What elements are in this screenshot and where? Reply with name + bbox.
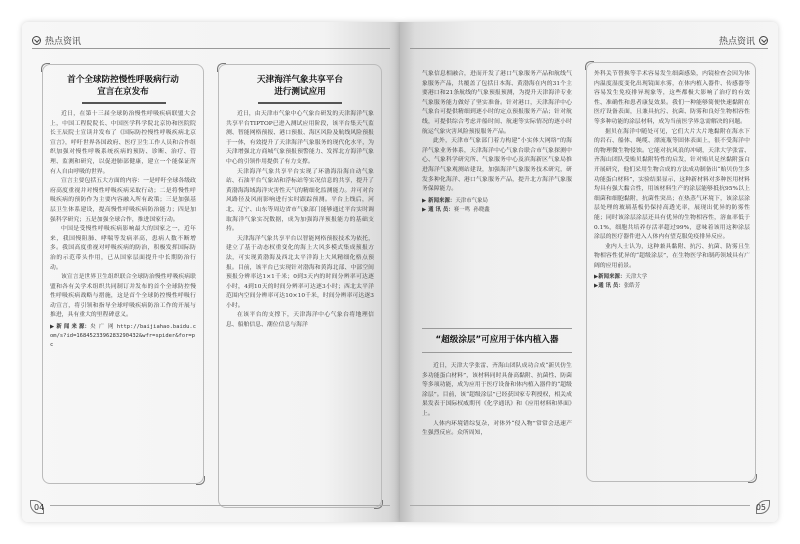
left-page: [22, 22, 400, 522]
paragraph: 人体内环境错综复杂，对体外“侵入物”常常会迅速产生强烈反应。众所周知，: [422, 420, 572, 437]
paragraph: 宣言主要包括五大方面的内容：一是呼吁全球各级政府高度重视并对慢性呼吸疾病采取行动；二是将慢性呼吸疾病的预防作为主要内容融入所有政策；三是加强基层卫生体系建设，提高慢性呼吸疾病防治能力；四是加强科学研究；五是加强全球合作，推进国家行动。: [50, 178, 196, 223]
paragraph: 在该平台的支撑下，天津海洋中心气象台将地理信息、船舶信息、潮位信息与海洋: [226, 312, 374, 329]
paragraph: 业内人士认为，这种兼具黏附、抗污、抗菌、防雾且生物相容性优异的“超级涂层”，在生物医学和制药领域具有广阔的应用前景。: [594, 243, 750, 269]
paragraph: 中国是受慢性呼吸疾病影响最大的国家之一，近年来，我国慢阻肺、哮喘等发病率高，患病人数不断增多。我国高度重视对呼吸疾病的防治，积极发挥国际防治的示范带头作用，已从国家层面提升中长期防治行动。: [50, 226, 196, 271]
section-title: 热点资讯: [718, 37, 755, 47]
title-underline: [82, 102, 166, 104]
paragraph: 外科关节替换等手术容易发生细菌感染，内镜检查会因为体内温度湿度变化出现镜面水雾，在体内植入器件、传感器等容易发生免疫排异现象等，这些都极大影响了治疗的有效性、准确性和患者康复效果。我们一种能够简便快速黏附在医疗设备表面，且兼具抗污、抗菌、防雾和良好生物相容性等多种功能的涂层材料，成为当前医学界急需解决的问题。: [594, 71, 750, 125]
article-body: [50, 110, 196, 350]
article-body: [422, 362, 572, 439]
chevron-circle-icon: [759, 36, 768, 45]
article-body-continued: [594, 70, 750, 291]
article-body-continued: [422, 70, 572, 215]
paragraph: 近日，天津大学张雷、齐海山团队成功合成“新贝仿生多功能蛋白材料”，该材料同时具备高黏附、抗菌性、防菌等多项功能，成为应用于医疗设备和体内植入器件的“超级涂层”。目前，该“超级涂层”已经获国家专利授权，相关成果发表于国际权威期刊《化学通讯》和《应用材料和界面》上。: [422, 363, 572, 417]
paragraph: 近日，在第十三届全球防治慢性呼吸疾病联盟大会上，中国工程院院长、中国医学科学院北京协和医院院长王辰院士宣读并发布了《国际防控慢性呼吸疾病北京宣言》，呼吁世界各国政府、医疗卫生工作人员和合作组织加强对慢性呼吸系统疾病的预防、诊断、治疗、管理、监测和研究，以促进肺部健康，建立一个能保证所有人自由呼吸的世界。: [50, 111, 196, 175]
paragraph: 此外，天津市气象部门着力构建“小实体大网络”的海洋气象业务体系，天津海洋中心气象台联合市气象探测中心、气象科学研究所、气象服务中心及滨海新区气象局推进海洋气象观测站建设，加强海洋气象服务技术研究，研发多种化海洋、港口气象服务产品，提升北方海洋气象服务保障能力。: [422, 138, 572, 193]
page-number: 05: [755, 503, 766, 512]
article-title: “超级涂层”可应用于体内植入器: [435, 335, 559, 345]
footer-rule: [50, 505, 390, 506]
article-body: [226, 110, 374, 331]
header-rule: [32, 48, 390, 49]
correspondent: ▶ 通 讯 员：赛一鸣 孙晓鑫: [422, 206, 490, 213]
section-header-right: [719, 34, 768, 47]
paragraph: 近日，由天津市气象中心气象台研发的天津海洋气象共享平台TIPTOP已进入测试应用阶段，该平台集天气监测、智能网格预报、港口预报、海区风险及航线风险预报于一体，有效提升了天津海洋气象服务的现代化水平，为天津增强北方商城气象预报预警能力、发挥北方海洋气象中心的引领作用提供了有力支撑。: [226, 111, 374, 165]
footer-rule: [410, 505, 750, 506]
news-source: ▶新闻来源：天津大学: [594, 274, 648, 281]
paragraph: 天津海洋气象共享平台以智能网格预报技术为依托，建立了基于动态权重变化的海上大风多模式集成预报方法，可实现黄渤海及西北太平洋海上大风精细化格点预报。目前，该平台已实现针对渤海和黄海北部、中部空间预报分辨率达1×1千米；0到3天内的时间分辨率可达逐小时，4到10天的时间分辨率可达逐3小时；西北太平洋范围内空间分辨率可达10×10千米，时间分辨率可达逐3小时。: [226, 235, 374, 309]
article-title: 首个全球防控慢性呼吸病行动 宣言在京发布: [67, 75, 179, 97]
title-underline: [422, 352, 572, 353]
news-source: ▶ 新 闻 来 源：央 广 网 http://baijiahao.baidu.com/s?id=1684523396283290432&wfr=spider&for=pc: [50, 324, 196, 349]
article-title: 天津海洋气象共享平台 进行测试应用: [257, 75, 343, 97]
section-title: 热点资讯: [45, 37, 82, 47]
news-source: ▶ 新闻来源：天津市气象局: [422, 197, 488, 204]
header-rule: [410, 48, 768, 49]
paragraph: 据贝在海洋中随处可见，它们大片大片地黏附在海水下的岩石、船体、绳缆、漂流瓶等固体表面上，很不受海洋中的物理微生物侵蚀。它能对抗风浪的冲刷，天津大学张雷、齐海山团队受贻贝黏附特性的启发，针对贻贝足丝黏附蛋白开展研究，他们采用生物合成的方法成功制备出“贻贝仿生多功能蛋白材料”，实验结果显示，这种新材料对多种医用材料均具有强大黏合性，用该材料生产的涂层能够抵抗95%以上细菌和细胞黏附，抗菌性突出；在热蒸气环境下，该涂层涂层处理的玻璃基板仍保持高透光率，展现出优异的防雾性能；同时该涂层涂层还具有优异的生物相容性，溶血率低于0.1%，细胞共培养存活率超过99%，意味着该用这种涂层涂层的医疗器件进入人体内有望克服免疫排异反应。: [594, 128, 750, 241]
title-underline: [258, 102, 342, 104]
right-page: [400, 22, 778, 522]
article-divider: [422, 328, 572, 329]
chevron-circle-icon: [32, 36, 41, 45]
section-header-left: [32, 34, 81, 47]
correspondent: ▶通 讯 员：张皓芳: [594, 283, 641, 290]
paragraph: 该宣言是世界卫生组织联合全球防治慢性呼吸疾病联盟和各有关学术组织共同制订并发布的首个全球防控慢性呼吸疾病战略与措施，这是首个全球防控慢性呼吸行动宣言，将引领和指导全球呼吸疾病防治工作的开展与推进，具有重大的里程碑意义。: [50, 274, 196, 319]
paragraph: 气象信息相融合，进而开发了港口气象服务产品和航线气象服务产品，共覆盖了包括日本海、黄渤海在内的31个主要港口和21条航线的气象预报预测，为提升天津海洋专业气象服务能力做好了坚实准备。针对港口，天津海洋中心气象台可提供精细到逐小时的定点预报服务产品；针对航线，可提供综合考虑并船时间、航速等实际情况的逐小时航运气象灾害风险预报服务产品。: [422, 71, 572, 135]
page-number: 04: [34, 503, 45, 512]
paragraph: 天津海洋气象共享平台实现了环渤海沿海自动气象站、石油平台气象站和浮标站等实况信息的共享，提升了黄渤海海域海洋灾害性天气的精细化监测能力。并可对台风路径及风雨影响进行实时跟踪预测。平台上线后，河北、辽宁、山东等周边省市气象部门能够通过平台实时调取海洋气象实况数据，成为加强海洋预报能力的基础支持。: [226, 168, 374, 233]
